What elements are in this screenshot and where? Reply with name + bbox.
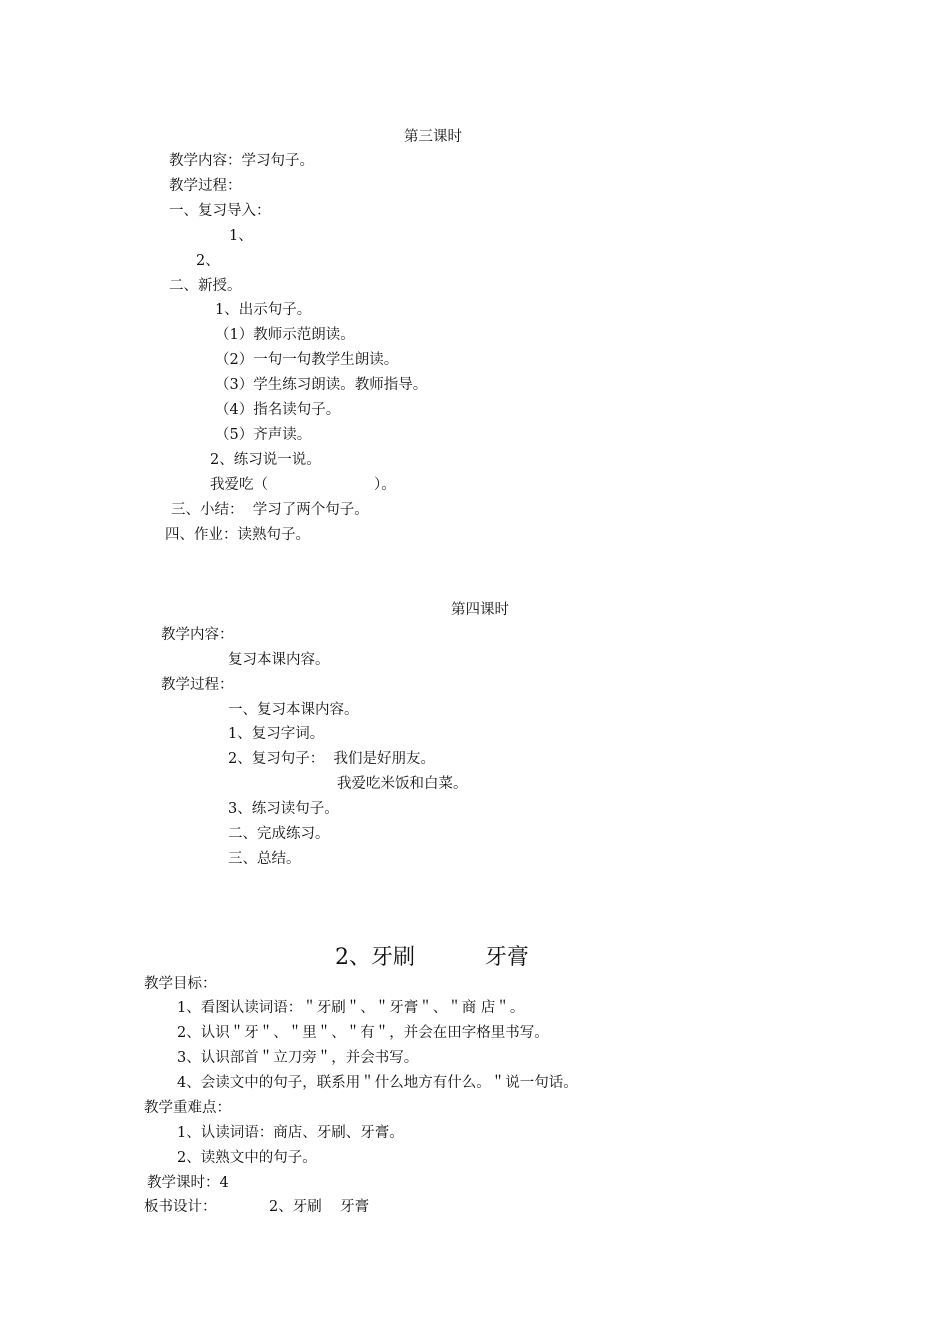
lesson3-step1: 一、复习导入： — [169, 203, 271, 219]
lesson4-title: 第四课时 — [451, 602, 509, 618]
lesson4-content: 复习本课内容。 — [228, 652, 330, 668]
unit2-key1: 1、认读词语：商店、牙刷、牙膏。 — [177, 1125, 404, 1141]
lesson4-part1-item1: 1、复习字词。 — [228, 726, 325, 742]
unit2-hours: 教学课时：4 — [147, 1175, 229, 1191]
unit2-key2: 2、读熟文中的句子。 — [177, 1150, 317, 1166]
lesson3-step2-1b: （2）一句一句教学生朗读。 — [215, 352, 399, 368]
lesson4-process-label: 教学过程： — [161, 677, 234, 693]
unit2-goal4: 4、会读文中的句子，联系用＂什么地方有什么。＂说一句话。 — [177, 1075, 578, 1091]
unit2-goal1: 1、看图认读词语：＂牙刷＂、＂牙膏＂、＂商 店＂。 — [177, 1000, 525, 1016]
lesson4-part1-item3: 3、练习读句子。 — [228, 801, 339, 817]
lesson3-step3: 三、小结： 学习了两个句子。 — [171, 502, 369, 518]
lesson4-part3: 三、总结。 — [228, 851, 301, 867]
lesson3-step4: 四、作业：读熟句子。 — [165, 527, 310, 543]
lesson3-step2-2: 2、练习说一说。 — [210, 452, 321, 468]
lesson3-step2-2a: 我爱吃（ ）。 — [210, 477, 396, 493]
unit2-board-label: 板书设计： — [144, 1199, 217, 1215]
lesson3-process-label: 教学过程： — [169, 178, 242, 194]
lesson3-step2: 二、新授。 — [169, 278, 242, 294]
lesson4-content-label: 教学内容： — [161, 627, 234, 643]
lesson3-step2-1e: （5）齐声读。 — [215, 427, 312, 443]
unit2-board: 2、牙刷 牙膏 — [269, 1199, 370, 1215]
lesson3-step1-item1: 1、 — [229, 228, 253, 244]
unit2-key-label: 教学重难点： — [144, 1100, 231, 1116]
lesson4-part2: 二、完成练习。 — [228, 826, 330, 842]
lesson3-step1-item2: 2、 — [196, 253, 220, 269]
unit2-goal2: 2、认识＂牙＂、＂里＂、＂有＂，并会在田字格里书写。 — [177, 1025, 549, 1041]
lesson4-part1-item2b: 我爱吃米饭和白菜。 — [337, 776, 468, 792]
lesson3-step2-1c: （3）学生练习朗读。教师指导。 — [215, 377, 428, 393]
lesson3-content: 教学内容：学习句子。 — [169, 153, 314, 169]
lesson3-step2-1d: （4）指名读句子。 — [215, 402, 341, 418]
lesson4-part1-item2: 2、复习句子： 我们是好朋友。 — [228, 751, 435, 767]
unit2-goals-label: 教学目标： — [144, 976, 217, 992]
unit2-title: 2、牙刷 牙膏 — [335, 945, 529, 970]
lesson3-step2-1: 1、出示句子。 — [215, 302, 312, 318]
lesson3-step2-1a: （1）教师示范朗读。 — [215, 327, 355, 343]
lesson3-title: 第三课时 — [404, 129, 462, 145]
lesson4-part1: 一、复习本课内容。 — [228, 702, 359, 718]
unit2-goal3: 3、认识部首＂立刀旁＂，并会书写。 — [177, 1050, 419, 1066]
